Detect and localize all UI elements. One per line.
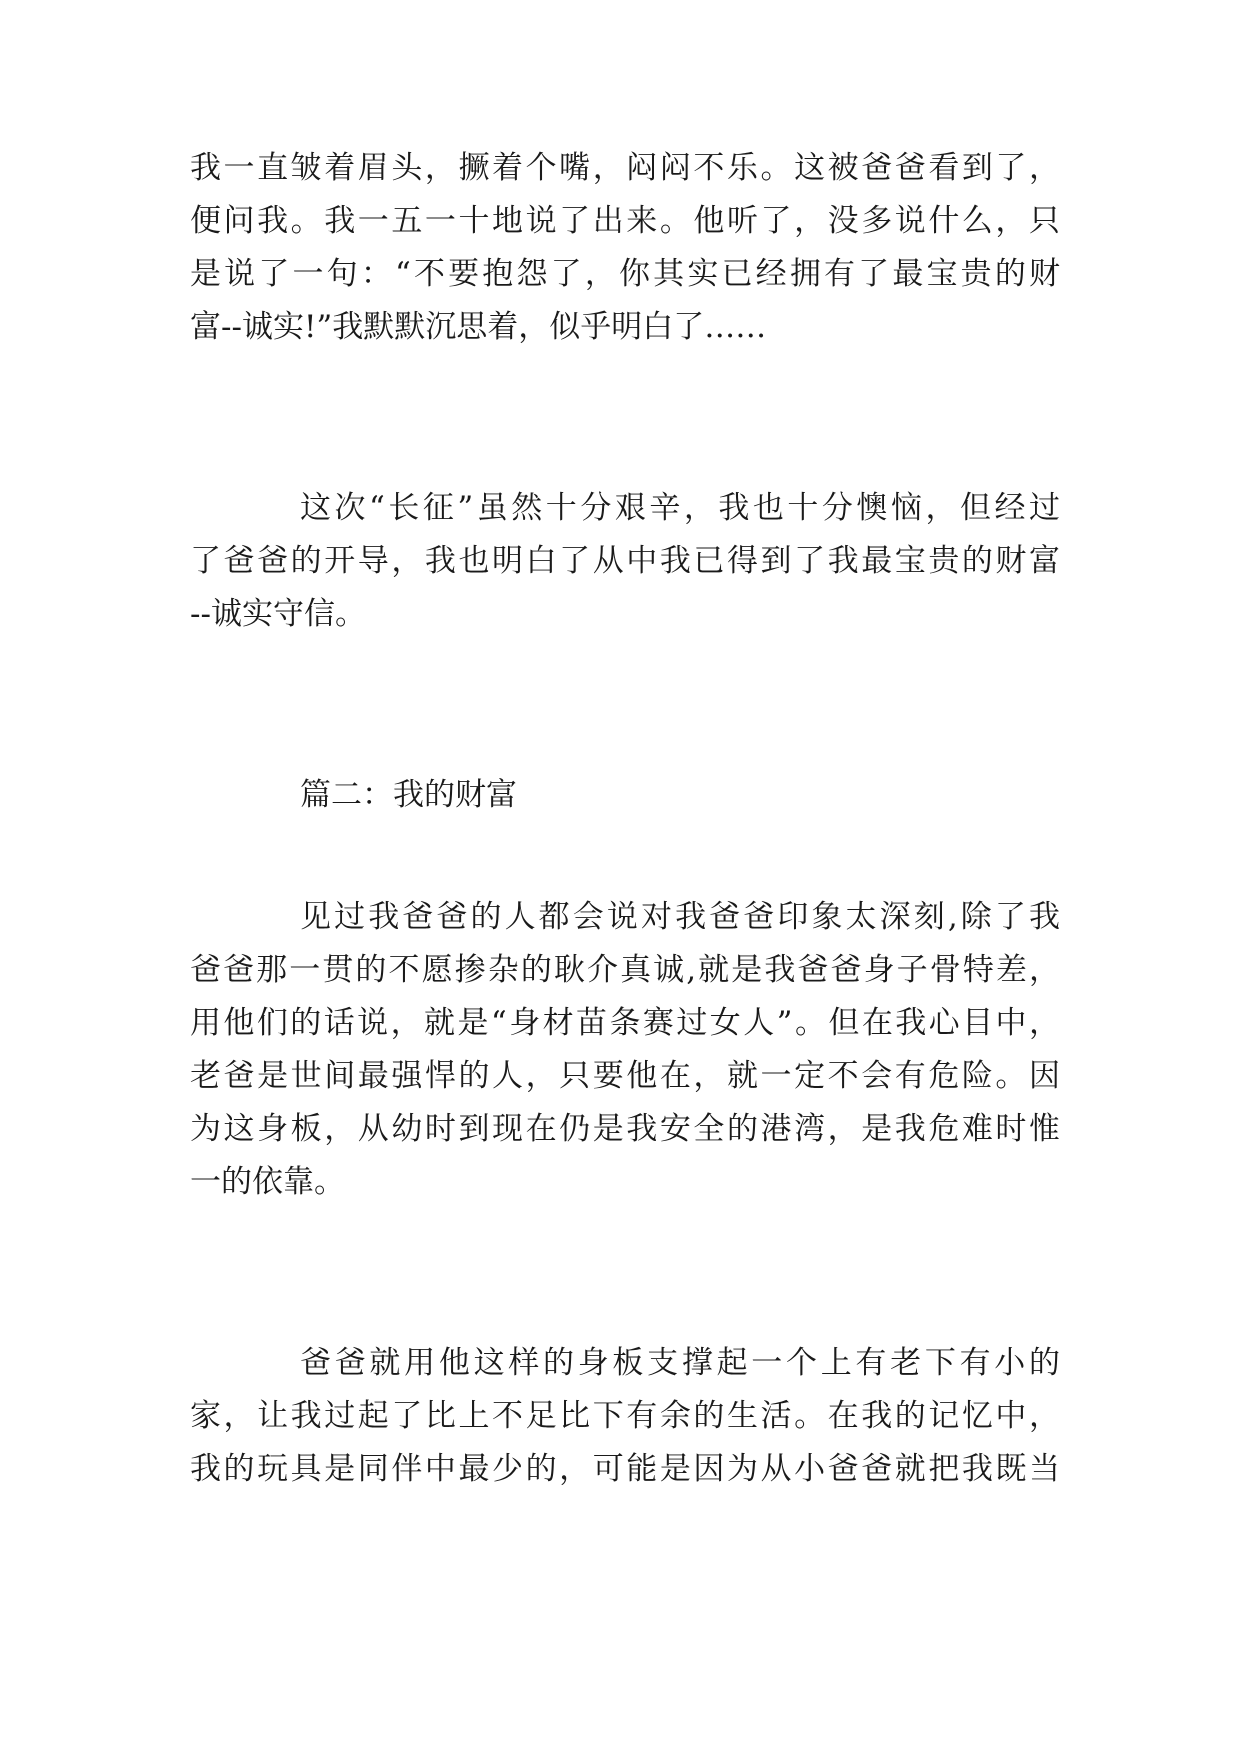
paragraph-3-line-1: 见过我爸爸的人都会说对我爸爸印象太深刻,除了我 xyxy=(300,899,1060,935)
paragraph-3-line-6: 一的依靠。 xyxy=(190,1164,345,1200)
paragraph-1-line-1: 我一直皱着眉头，撅着个嘴，闷闷不乐。这被爸爸看到了， xyxy=(190,150,1060,186)
paragraph-1-line-4: 富--诚实!”我默默沉思着，似乎明白了…… xyxy=(190,309,767,345)
paragraph-2-line-1: 这次“长征”虽然十分艰辛，我也十分懊恼，但经过 xyxy=(300,490,1060,526)
paragraph-2-line-3: --诚实守信。 xyxy=(190,596,366,632)
paragraph-4-line-3: 我的玩具是同伴中最少的，可能是因为从小爸爸就把我既当 xyxy=(190,1451,1060,1487)
paragraph-4-line-1: 爸爸就用他这样的身板支撑起一个上有老下有小的 xyxy=(300,1345,1060,1381)
paragraph-1-line-3: 是说了一句：“不要抱怨了，你其实已经拥有了最宝贵的财 xyxy=(190,256,1060,292)
paragraph-1-line-2: 便问我。我一五一十地说了出来。他听了，没多说什么，只 xyxy=(190,203,1060,239)
paragraph-3-line-4: 老爸是世间最强悍的人，只要他在，就一定不会有危险。因 xyxy=(190,1058,1060,1094)
paragraph-2-line-2: 了爸爸的开导，我也明白了从中我已得到了我最宝贵的财富 xyxy=(190,543,1060,579)
paragraph-3-line-3: 用他们的话说，就是“身材苗条赛过女人”。但在我心目中， xyxy=(190,1005,1060,1041)
paragraph-4-line-2: 家，让我过起了比上不足比下有余的生活。在我的记忆中， xyxy=(190,1398,1060,1434)
paragraph-3-line-2: 爸爸那一贯的不愿掺杂的耿介真诚,就是我爸爸身子骨特差， xyxy=(190,952,1060,988)
paragraph-3-line-5: 为这身板，从幼时到现在仍是我安全的港湾，是我危难时惟 xyxy=(190,1111,1060,1147)
section-heading: 篇二：我的财富 xyxy=(300,777,517,813)
